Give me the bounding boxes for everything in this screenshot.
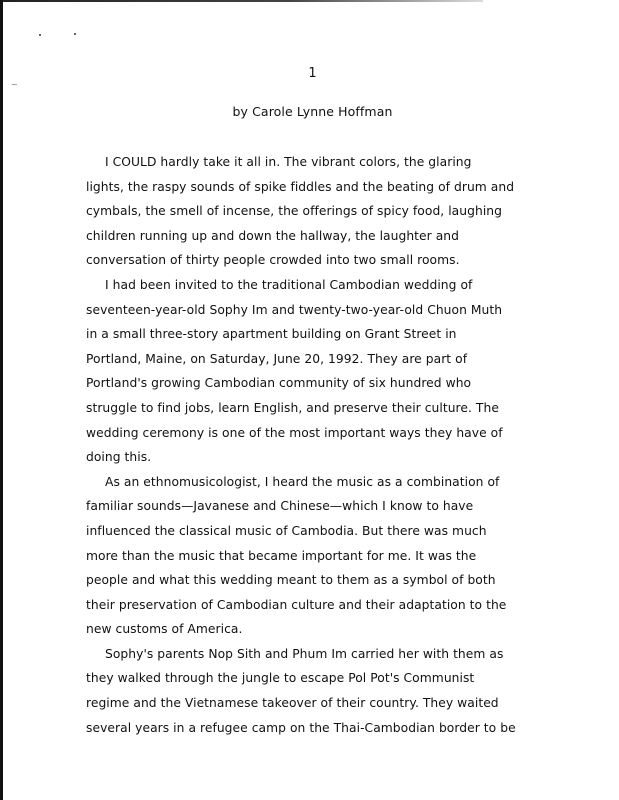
text-line: children running up and down the hallway, the laughter and bbox=[86, 228, 460, 243]
text-line: cymbals, the smell of incense, the offerings of spicy food, laughing bbox=[86, 204, 502, 219]
paragraph bbox=[86, 470, 536, 642]
text-line: influenced the classical music of Cambodia. But there was much bbox=[86, 523, 487, 538]
byline: by Carole Lynne Hoffman bbox=[232, 104, 393, 119]
text-line: their preservation of Cambodian culture and their adaptation to the bbox=[86, 597, 507, 612]
scan-top-edge bbox=[3, 0, 483, 2]
text-line: lights, the raspy sounds of spike fiddles and the beating of drum and bbox=[86, 179, 515, 194]
paragraph bbox=[86, 150, 536, 273]
text-line: Portland, Maine, on Saturday, June 20, 1992. They are part of bbox=[86, 351, 468, 366]
paragraph bbox=[86, 642, 536, 740]
text-line: wedding ceremony is one of the most important ways they have of bbox=[86, 425, 503, 440]
text-line: regime and the Vietnamese takeover of their country. They waited bbox=[86, 696, 499, 711]
scan-speck bbox=[39, 34, 41, 36]
text-line: new customs of America. bbox=[86, 622, 243, 637]
text-line: struggle to find jobs, learn English, and preserve their culture. The bbox=[86, 400, 499, 415]
text-line: As an ethnomusicologist, I heard the music as a combination of bbox=[105, 474, 500, 489]
text-line: in a small three-story apartment building on Grant Street in bbox=[86, 327, 457, 342]
scan-mark: ~ bbox=[11, 80, 18, 89]
text-line: seventeen-year-old Sophy Im and twenty-two-year-old Chuon Muth bbox=[86, 302, 503, 317]
text-line: I had been invited to the traditional Cambodian wedding of bbox=[105, 277, 473, 292]
body-text bbox=[86, 150, 536, 740]
text-line: several years in a refugee camp on the Thai-Cambodian border to be bbox=[86, 720, 516, 735]
text-line: doing this. bbox=[86, 450, 152, 465]
paragraph bbox=[86, 273, 536, 470]
text-line: familiar sounds—Javanese and Chinese—which I know to have bbox=[86, 499, 474, 514]
text-line: Portland's growing Cambodian community of six hundred who bbox=[86, 376, 472, 391]
text-line: more than the music that became important for me. It was the bbox=[86, 548, 477, 563]
text-line: I COULD hardly take it all in. The vibrant colors, the glaring bbox=[105, 155, 472, 169]
page-number: 1 bbox=[308, 66, 317, 81]
text-line: they walked through the jungle to escape Pol Pot's Communist bbox=[86, 671, 475, 686]
text-line: conversation of thirty people crowded into two small rooms. bbox=[86, 253, 460, 268]
scan-speck bbox=[74, 33, 76, 35]
text-line: Sophy's parents Nop Sith and Phum Im carried her with them as bbox=[105, 646, 504, 661]
text-line: people and what this wedding meant to them as a symbol of both bbox=[86, 573, 496, 588]
